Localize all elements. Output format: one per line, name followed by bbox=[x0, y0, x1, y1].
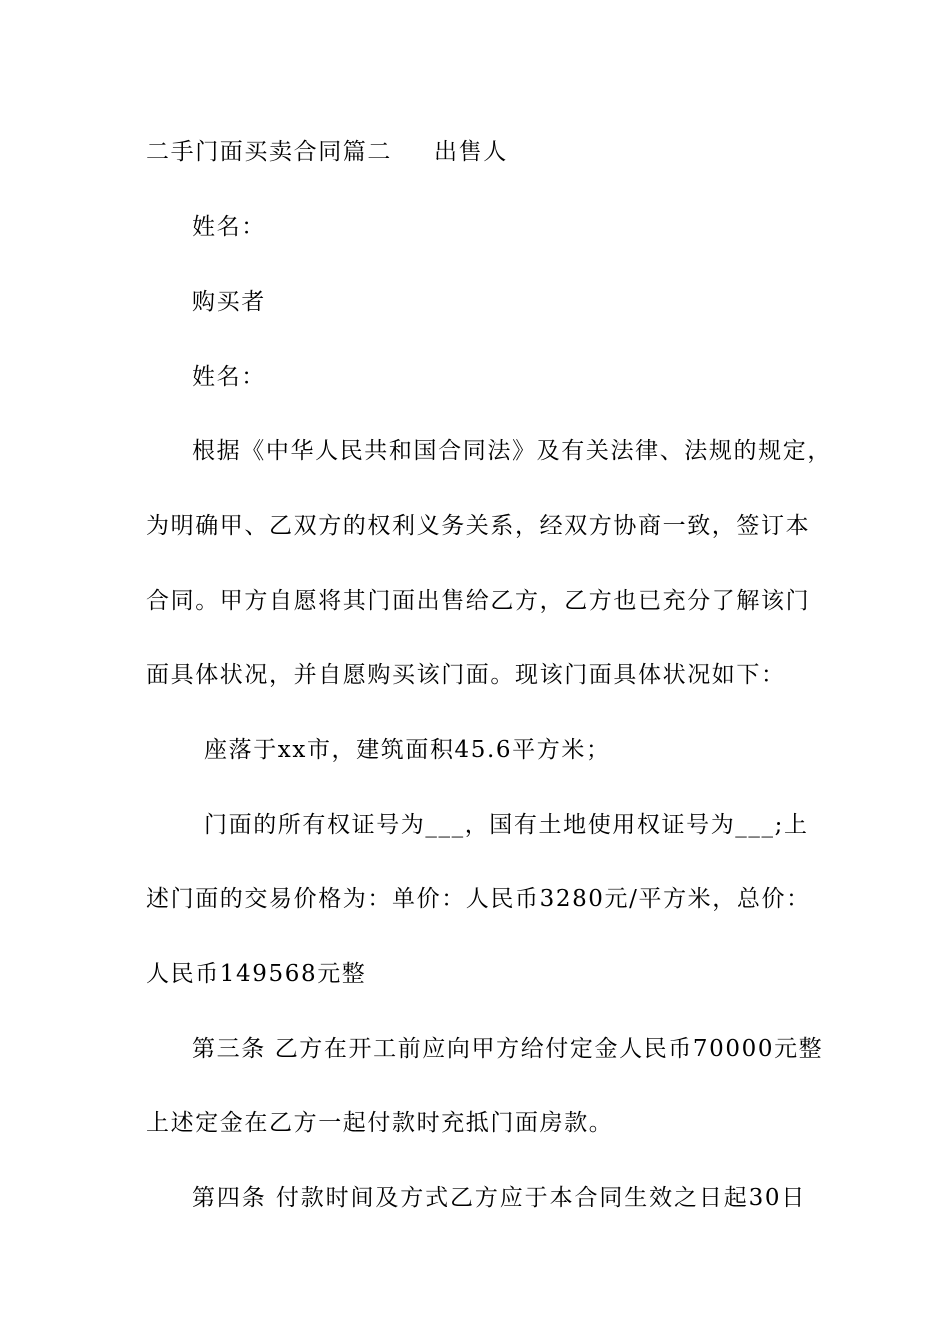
paragraph-line: 面具体状况，并自愿购买该门面。现该门面具体状况如下： bbox=[146, 662, 786, 688]
paragraph-line: 上述定金在乙方一起付款时充抵门面房款。 bbox=[146, 1110, 614, 1136]
paragraph-line: 为明确甲、乙双方的权利义务关系，经双方协商一致，签订本 bbox=[146, 513, 811, 539]
article-four: 第四条 付款时间及方式乙方应于本合同生效之日起30日 bbox=[192, 1185, 806, 1211]
title-line bbox=[146, 137, 826, 167]
seller-name-line: 姓名： bbox=[192, 214, 266, 240]
article-three: 第三条 乙方在开工前应向甲方给付定金人民币70000元整 bbox=[192, 1036, 824, 1062]
paragraph-line: 人民币149568元整 bbox=[146, 961, 367, 987]
paragraph-line: 述门面的交易价格为：单价：人民币3280元/平方米，总价： bbox=[146, 886, 811, 912]
paragraph-line: 座落于xx市，建筑面积45.6平方米； bbox=[204, 737, 611, 763]
paragraph-line: 门面的所有权证号为___，国有土地使用权证号为___;上 bbox=[204, 812, 809, 838]
seller-label: 出售人 bbox=[434, 139, 508, 165]
buyer-label: 购买者 bbox=[192, 289, 266, 315]
paragraph-line: 根据《中华人民共和国合同法》及有关法律、法规的规定， bbox=[192, 438, 832, 464]
document-title: 二手门面买卖合同篇二 bbox=[146, 139, 392, 165]
paragraph-line: 合同。甲方自愿将其门面出售给乙方，乙方也已充分了解该门 bbox=[146, 588, 811, 614]
buyer-name-line: 姓名： bbox=[192, 364, 266, 390]
